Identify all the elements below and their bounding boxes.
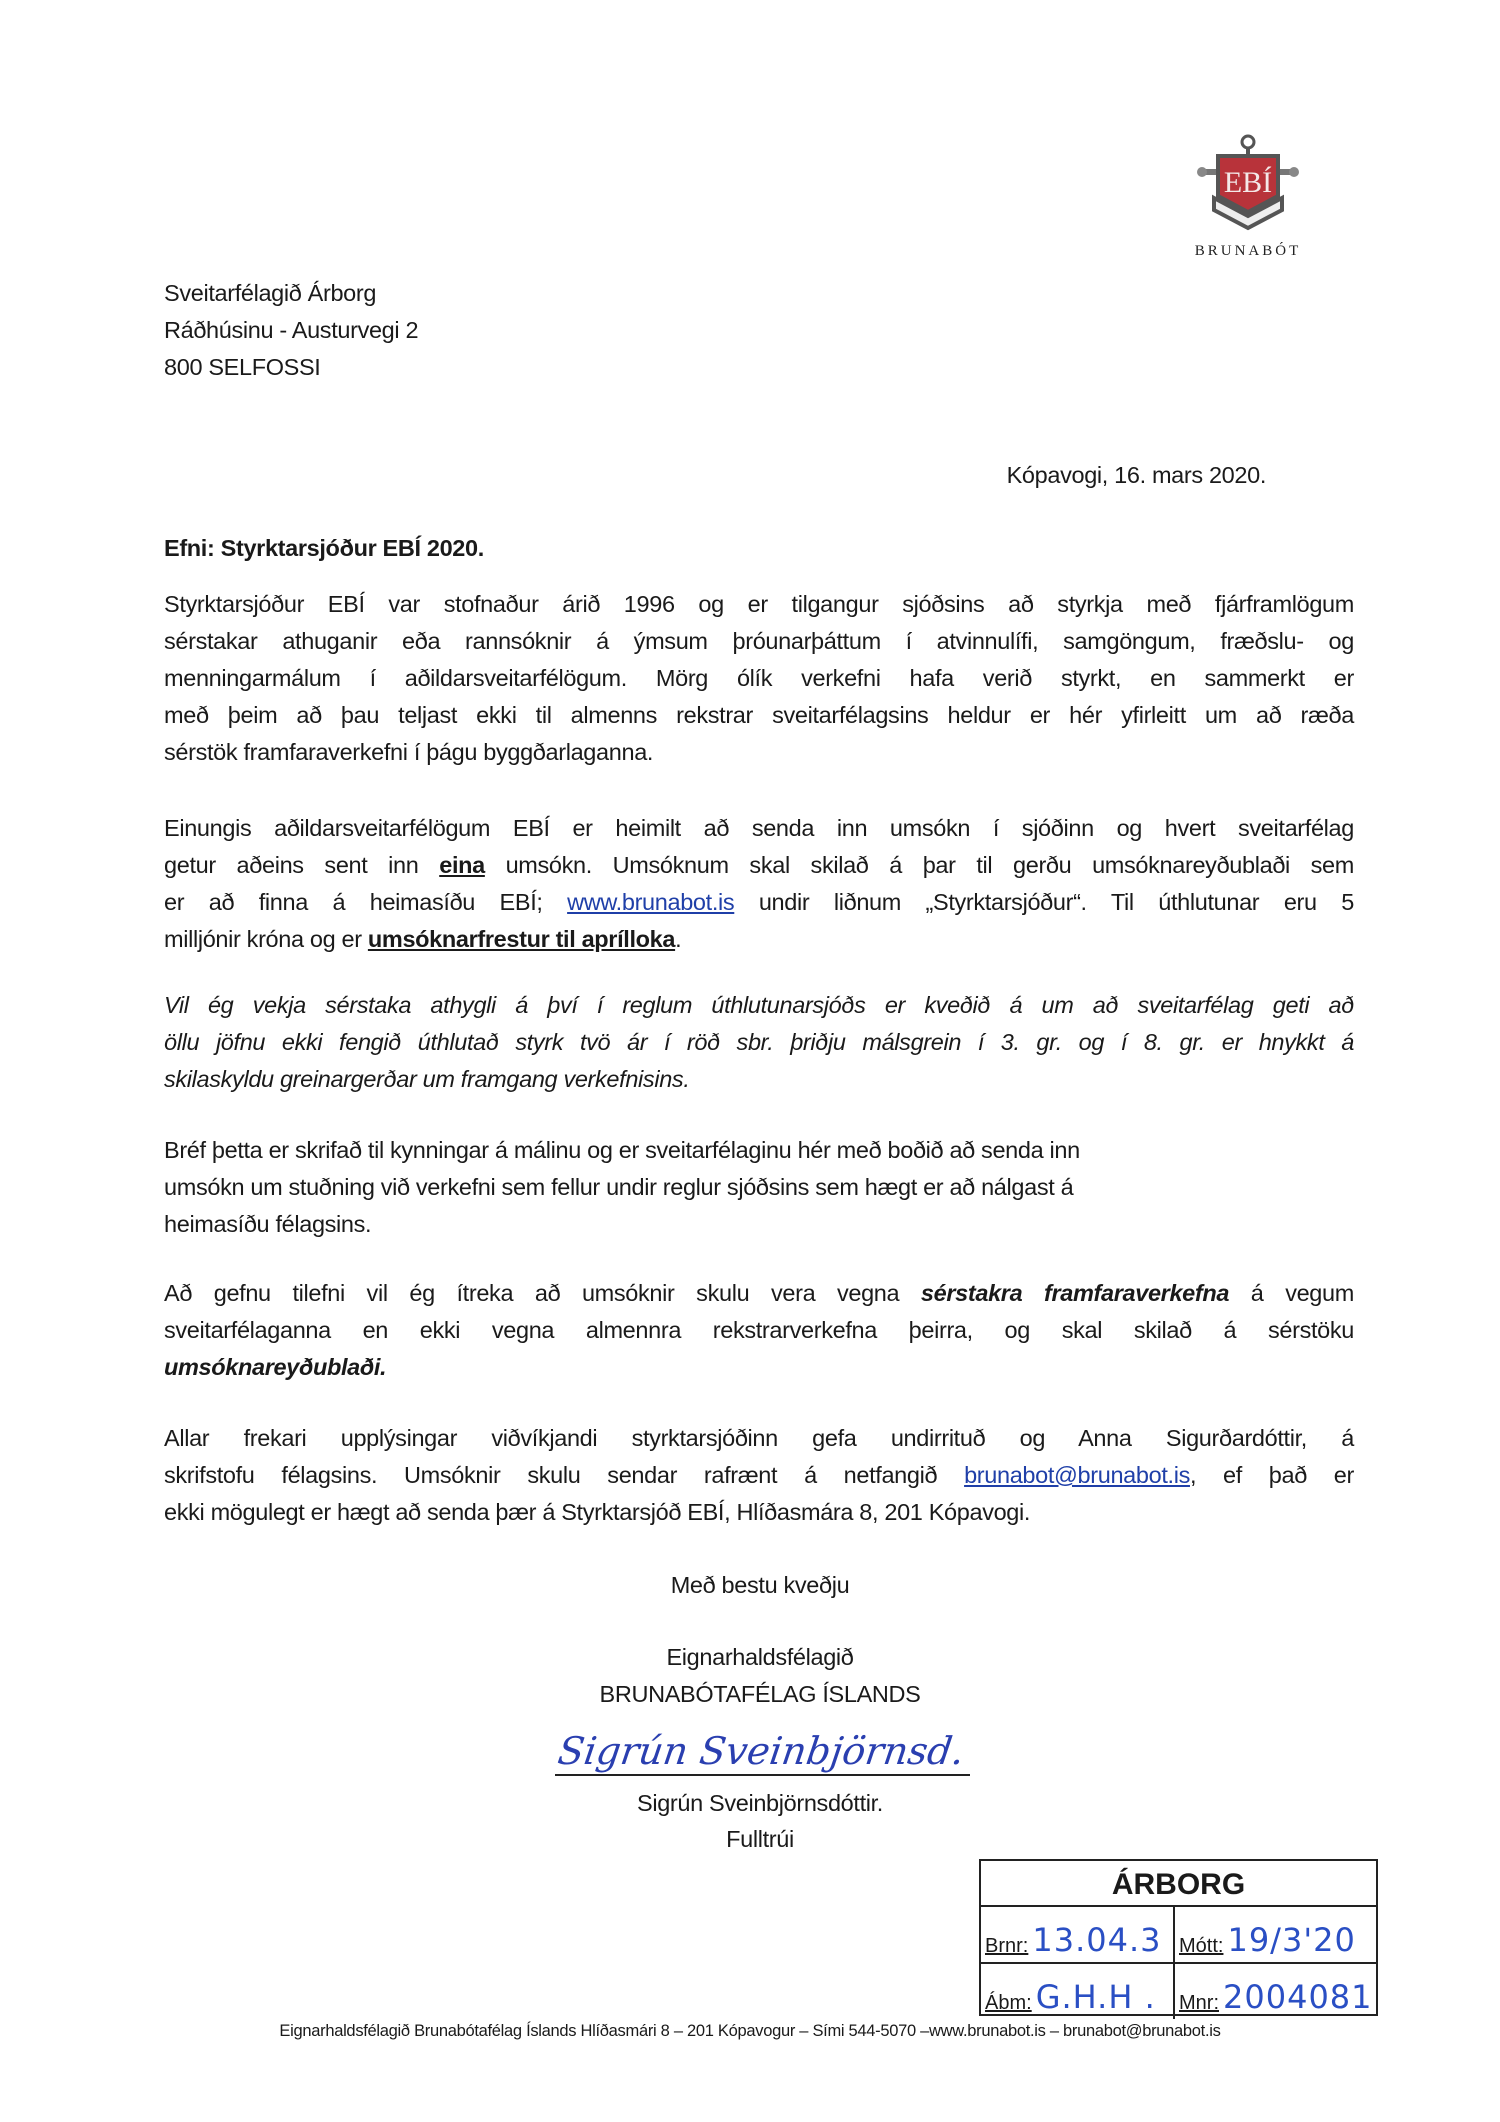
- recipient-address: [164, 275, 1354, 386]
- body-paragraph: [164, 586, 1354, 771]
- paragraph-line: [164, 884, 1354, 921]
- text-run: , ef það er: [1189, 1462, 1354, 1488]
- paragraph-line: [164, 1206, 1354, 1243]
- brunabot-logo: [1188, 132, 1308, 260]
- stamp-title: ÁRBORG: [981, 1861, 1376, 1907]
- logo-name: BRUNABÓT: [1194, 243, 1302, 259]
- body-paragraph: [164, 810, 1354, 958]
- body-paragraph: [164, 1132, 1354, 1243]
- text-run: sérstakar athuganir eða rannsóknir á ýmsum þróunarþáttum í atvinnulífi, samgöngum, fræðslu- og: [164, 628, 1354, 654]
- body-paragraph: [164, 1420, 1354, 1531]
- signer-name: Sigrún Sveinbjörnsdóttir.: [637, 1790, 883, 1816]
- paragraph-line: [164, 1024, 1354, 1061]
- letter-date: Kópavogi, 16. mars 2020.: [1006, 462, 1266, 488]
- paragraph-line: [164, 847, 1354, 884]
- recipient-line: Ráðhúsinu - Austurvegi 2: [164, 317, 419, 343]
- text-run: sveitarfélaganna en ekki vegna almennra rekstrarverkefna þeirra, og skal skilað á sérstöku: [164, 1317, 1354, 1343]
- stamp-value: 2004081: [1223, 1978, 1373, 2016]
- text-run: með þeim að þau teljast ekki til almenns rekstrar sveitarfélagsins heldur er hér yfirleitt um að ræða: [164, 702, 1354, 728]
- text-run: heimasíðu félagsins.: [164, 1211, 372, 1237]
- handwritten-signature: [555, 1718, 975, 1778]
- text-run: umsókn um stuðning við verkefni sem fellur undir reglur sjóðsins sem hægt er að nálgast á: [164, 1174, 1074, 1200]
- text-run: sérstök framfaraverkefni í þágu byggðarlaganna.: [164, 739, 654, 765]
- stamp-value: 13.04.3: [1032, 1921, 1162, 1959]
- paragraph-line: [164, 623, 1354, 660]
- received-stamp: [979, 1859, 1378, 2016]
- emphasis-text: eina: [439, 852, 485, 878]
- link[interactable]: brunabot@brunabot.is: [964, 1462, 1190, 1488]
- ebi-anchor-shield-icon: [1188, 132, 1308, 232]
- svg-text:Sigrún Sveinbjörnsd.: Sigrún Sveinbjörnsd.: [555, 1730, 967, 1774]
- paragraph-line: [164, 987, 1354, 1024]
- paragraph-line: [164, 660, 1354, 697]
- text-run: undir liðnum „Styrktarsjóður“. Til úthlutunar eru 5: [734, 889, 1355, 915]
- text-run: skilaskyldu greinargerðar um framgang verkefnisins.: [164, 1066, 690, 1092]
- paragraph-line: [164, 921, 1354, 958]
- stamp-label: Ábm:: [985, 1992, 1032, 2014]
- signer-title: Fulltrúi: [726, 1826, 794, 1852]
- text-run: getur aðeins sent inn: [164, 852, 440, 878]
- body-paragraph: [164, 1275, 1354, 1386]
- letterhead-footer: Eignarhaldsfélagið Brunabótafélag Íslands Hlíðasmári 8 – 201 Kópavogur – Sími 544-5070 –www.brunabot.is – brunabot@brunabot.is: [279, 2022, 1221, 2040]
- paragraph-line: [164, 1494, 1354, 1531]
- paragraph-line: [164, 1457, 1354, 1494]
- paragraph-line: [164, 1132, 1354, 1169]
- text-run: .: [675, 926, 682, 952]
- text-run: skrifstofu félagsins. Umsóknir skulu sendar rafrænt á netfangið: [164, 1462, 965, 1488]
- stamp-label: Mnr:: [1179, 1992, 1219, 2014]
- paragraph-line: [164, 1420, 1354, 1457]
- paragraph-line: [164, 586, 1354, 623]
- text-run: Styrktarsjóður EBÍ var stofnaður árið 1996 og er tilgangur sjóðsins að styrkja með fjárframlögum: [164, 591, 1354, 617]
- paragraph-line: [164, 697, 1354, 734]
- stamp-value: 19/3'20: [1227, 1921, 1356, 1959]
- stamp-field-abm: [981, 1964, 1175, 2019]
- text-run: umsókn. Umsóknum skal skilað á þar til gerðu umsóknareyðublaði sem: [484, 852, 1354, 878]
- text-run: Bréf þetta er skrifað til kynningar á málinu og er sveitarfélaginu hér með boðið að senda inn: [164, 1137, 1080, 1163]
- paragraph-line: [164, 734, 1354, 771]
- stamp-label: Brnr:: [985, 1935, 1029, 1957]
- svg-text:EBÍ: EBÍ: [1223, 166, 1273, 199]
- subject-line: Efni: Styrktarsjóður EBÍ 2020.: [164, 535, 484, 561]
- stamp-label: Mótt:: [1179, 1935, 1224, 1957]
- recipient-line: 800 SELFOSSI: [164, 354, 321, 380]
- paragraph-line: [164, 1349, 1354, 1386]
- text-run: milljónir króna og er: [164, 926, 368, 952]
- body-paragraph: [164, 987, 1354, 1098]
- text-run: Einungis aðildarsveitarfélögum EBÍ er heimilt að senda inn umsókn í sjóðinn og hvert sveitarfélag: [164, 815, 1354, 841]
- text-run: er að finna á heimasíðu EBÍ;: [164, 889, 568, 915]
- text-run: öllu jöfnu ekki fengið úthlutað styrk tvö ár í röð sbr. þriðju málsgrein í 3. gr. og í 8. gr. er hnykkt á: [164, 1029, 1354, 1055]
- emphasis-text: sérstakra framfaraverkefna: [920, 1280, 1230, 1306]
- text-run: Að gefnu tilefni vil ég ítreka að umsóknir skulu vera vegna: [164, 1280, 921, 1306]
- emphasis-text: umsóknarfrestur til aprílloka: [367, 926, 676, 952]
- paragraph-line: [164, 810, 1354, 847]
- recipient-line: Sveitarfélagið Árborg: [164, 280, 377, 306]
- text-run: Allar frekari upplýsingar viðvíkjandi styrktarsjóðinn gefa undirrituð og Anna Sigurðardóttir, á: [164, 1425, 1354, 1451]
- link[interactable]: www.brunabot.is: [567, 889, 735, 915]
- closing-org-line2: BRUNABÓTAFÉLAG ÍSLANDS: [599, 1681, 921, 1707]
- stamp-field-brnr: [981, 1907, 1175, 1962]
- emphasis-text: umsóknareyðublaði.: [164, 1354, 387, 1380]
- stamp-field-mnr: [1175, 1964, 1376, 2019]
- stamp-field-mott: [1175, 1907, 1376, 1962]
- closing-org-line1: Eignarhaldsfélagið: [666, 1644, 854, 1670]
- paragraph-line: [164, 1275, 1354, 1312]
- text-run: á vegum: [1229, 1280, 1354, 1306]
- text-run: Vil ég vekja sérstaka athygli á því í reglum úthlutunarsjóðs er kveðið á um að sveitarfélag geti að: [164, 992, 1354, 1018]
- paragraph-line: [164, 1061, 1354, 1098]
- stamp-value: G.H.H .: [1035, 1978, 1156, 2016]
- paragraph-line: [164, 1169, 1354, 1206]
- paragraph-line: [164, 1312, 1354, 1349]
- text-run: ekki mögulegt er hægt að senda þær á Styrktarsjóð EBÍ, Hlíðasmára 8, 201 Kópavogi.: [164, 1499, 1031, 1525]
- closing-greeting: Með bestu kveðju: [670, 1572, 850, 1598]
- text-run: menningarmálum í aðildarsveitarfélögum. Mörg ólík verkefni hafa verið styrkt, en sammerkt er: [164, 665, 1354, 691]
